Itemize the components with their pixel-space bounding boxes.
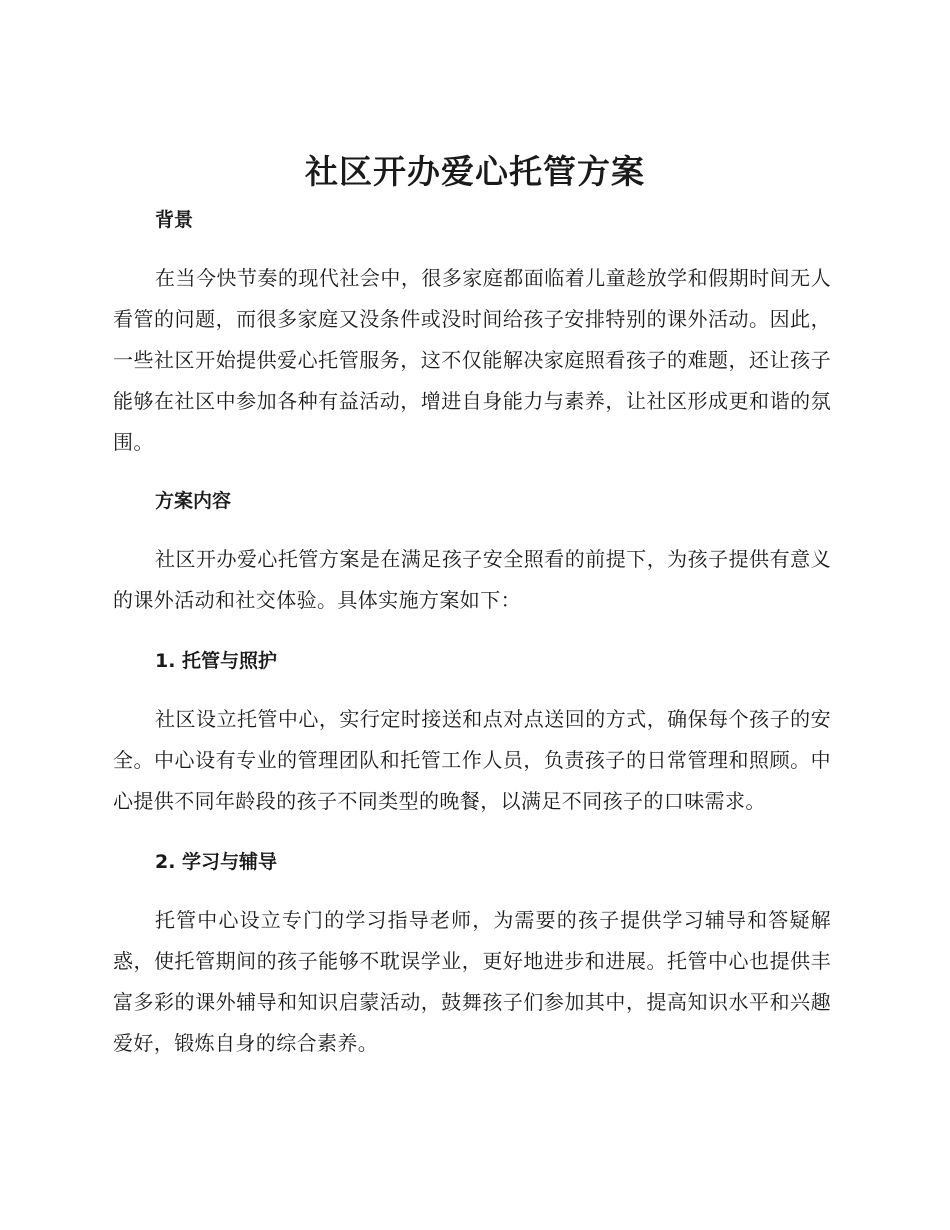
section-paragraph-care: 社区设立托管中心，实行定时接送和点对点送回的方式，确保每个孩子的安全。中心设有专业的管理团队和托管工作人员，负责孩子的日常管理和照顾。中心提供不同年龄段的孩子不同类型的晚餐，以满足不同孩子的口味需求。 xyxy=(113,707,831,813)
section-heading-care: 1. 托管与照护 xyxy=(155,650,278,672)
section-paragraph-background: 在当今快节奏的现代社会中，很多家庭都面临着儿童趁放学和假期时间无人看管的问题，而很多家庭又没条件或没时间给孩子安排特别的课外活动。因此，一些社区开始提供爱心托管服务，这不仅能解决家庭照看孩子的难题，还让孩子能够在社区中参加各种有益活动，增进自身能力与素养，让社区形成更和谐的氛围。 xyxy=(113,266,831,454)
section-paragraph-study: 托管中心设立专门的学习指导老师，为需要的孩子提供学习辅导和答疑解惑，使托管期间的孩子能够不耽误学业，更好地进步和进展。托管中心也提供丰富多彩的课外辅导和知识启蒙活动，鼓舞孩子们参加其中，提高知识水平和兴趣爱好，锻炼自身的综合素养。 xyxy=(113,908,831,1055)
section-heading-background: 背景 xyxy=(155,209,194,231)
section-paragraph-plan: 社区开办爱心托管方案是在满足孩子安全照看的前提下，为孩子提供有意义的课外活动和社交体验。具体实施方案如下： xyxy=(113,547,831,612)
section-heading-study: 2. 学习与辅导 xyxy=(155,851,278,873)
document-body xyxy=(113,200,831,1064)
section-heading-plan: 方案内容 xyxy=(155,490,232,512)
document-title: 社区开办爱心托管方案 xyxy=(305,152,645,191)
